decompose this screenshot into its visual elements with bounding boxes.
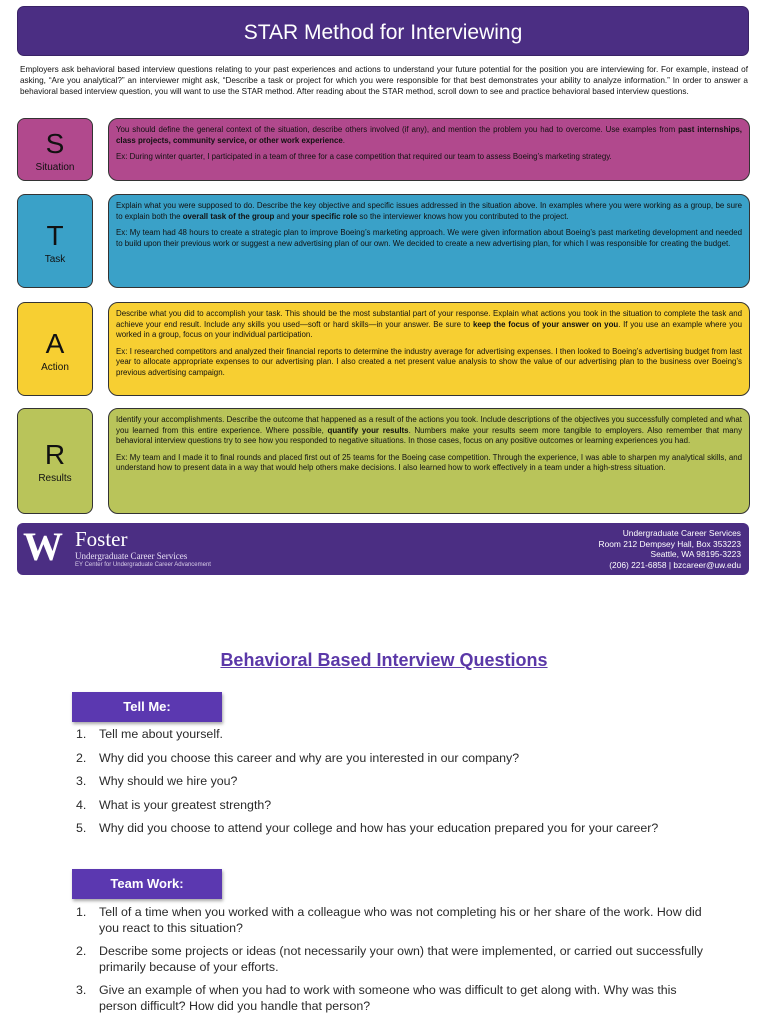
- results-example: Ex: My team and I made it to final rounds and placed first out of 25 teams for the Boeing case competition. Through the experience, I was able to sharpen my analytical skills, and understand how to present data in a way that would help others make decisions. I also learned how to work effectively in a team under a high-stress situation.: [116, 452, 742, 473]
- task-example: Ex: My team had 48 hours to create a strategic plan to improve Boeing’s marketing approach. We were given information about Boeing’s past marketing development and needed to build upon their previous work or suggest a new advertising plan of our own. We decided to create a new advertising plan, for which I was responsible for creating the budget.: [116, 228, 742, 248]
- list-item: 3. Why should we hire you?: [76, 774, 238, 788]
- contact-line: Seattle, WA 98195-3223: [650, 549, 741, 559]
- contact-block: [599, 528, 741, 570]
- results-description: Identify your accomplishments. Describe the outcome that happened as a result of the actions you took. Include descriptions of the objectives you successfully completed and what you learned from this entire experience. Where possible, quantify your results. Numbers make your results seem more tangible to employers. Also remember that many behavioral interview questions try to see how you responded to negative situations. In those cases, focus on any positive outcomes or learning experiences you had.: [116, 415, 743, 446]
- task-description: Explain what you were supposed to do. Describe the key objective and specific issues addressed in the situation above. In examples where you were working as a group, be sure to explain both the overall task of the group and your specific role so the interviewer knows how you contributed to the project.: [116, 201, 742, 221]
- situation-example: Ex: During winter quarter, I participated in a team of three for a case competition that required our team to assess Boeing’s marketing strategy.: [116, 152, 612, 162]
- foster-subtitle-secondary: EY Center for Undergraduate Career Advancement: [75, 562, 211, 568]
- tell-me-question-list: [76, 727, 716, 837]
- task-text-box: [108, 194, 750, 288]
- page-title: STAR Method for Interviewing: [17, 6, 749, 56]
- foster-footer-banner: [17, 523, 749, 575]
- results-letter-box: [17, 408, 93, 514]
- intro-paragraph: Employers ask behavioral based interview questions relating to your past experiences and actions to understand your future potential for the position you are interviewing for. For example, instead of asking, “Are you analytical?” an interviewer might ask, “Describe a task or project for which you were responsible for that best demonstrates your ability to analyze information.” In order to answer a behavioral based interview question, you will want to use the STAR method. After reading about the STAR method, scroll down to see and practice behavioral based interview questions.: [20, 65, 748, 96]
- situation-letter-box: [17, 118, 93, 181]
- section-label-tell-me: Tell Me:: [72, 692, 222, 722]
- task-letter-box: [17, 194, 93, 288]
- contact-line: Room 212 Dempsey Hall, Box 353223: [598, 538, 741, 549]
- situation-text-box: [108, 118, 750, 181]
- list-item: 4. What is your greatest strength?: [76, 797, 272, 812]
- results-word: Results: [38, 473, 72, 484]
- action-word: Action: [41, 362, 69, 373]
- situation-letter: S: [45, 128, 65, 159]
- situation-word: Situation: [35, 162, 75, 173]
- foster-subtitle: Undergraduate Career Services: [75, 551, 188, 561]
- action-example: Ex: I researched competitors and analyzed their financial reports to determine the industry average for advertising expenses. I then looked to Boeing’s advertising budget from last year to allocate appropriate expenses to our advertising plan. I also created a net present value analysis to show the value of our advertising plan to the business over Boeing’s previous advertising campaign.: [116, 346, 742, 377]
- results-letter: R: [44, 439, 66, 470]
- list-item: 2. Why did you choose this career and why are you interested in our company?: [76, 750, 520, 765]
- section-label-team-work: Team Work:: [72, 869, 222, 899]
- list-item: 3. Give an example of when you had to work with someone who was difficult to get along with. Why was this person difficult? How did you handle that person?: [76, 983, 677, 1013]
- behavioral-questions-title: Behavioral Based Interview Questions: [220, 650, 548, 670]
- foster-name: Foster: [75, 527, 128, 551]
- action-letter-box: [17, 302, 93, 396]
- action-description: Describe what you did to accomplish your task. This should be the most substantial part of your response. Explain what actions you took in the situation to complete the task and achieve your end result. Include any skills you used—soft or hard skills—in your answer. Be sure to keep the focus of your answer on you. If you use an example where you worked in a group, focus on your individual participation.: [116, 309, 743, 340]
- list-item: 2. Describe some projects or ideas (not necessarily your own) that were implemented, or carried out successfully primarily because of your efforts.: [76, 944, 703, 974]
- contact-line: Undergraduate Career Services: [622, 528, 741, 538]
- contact-line: (206) 221-6858 | bzcareer@uw.edu: [609, 559, 741, 570]
- list-item: 1. Tell of a time when you worked with a colleague who was not completing his or her share of the work. How did you react to this situation?: [76, 905, 702, 935]
- action-text-box: [108, 302, 750, 396]
- uw-w-logo: W: [23, 524, 63, 569]
- list-item: 5. Why did you choose to attend your college and how has your education prepared you for your career?: [76, 821, 659, 835]
- action-letter: A: [45, 328, 65, 359]
- list-item: 1. Tell me about yourself.: [76, 727, 223, 741]
- task-word: Task: [44, 254, 66, 265]
- team-work-question-list: [76, 905, 716, 1014]
- results-text-box: [108, 408, 750, 514]
- situation-description: You should define the general context of the situation, describe others involved (if any), and mention the problem you had to overcome. Use examples from past internships, class projects, community service, or other work experience.: [116, 125, 742, 145]
- task-letter: T: [46, 220, 64, 251]
